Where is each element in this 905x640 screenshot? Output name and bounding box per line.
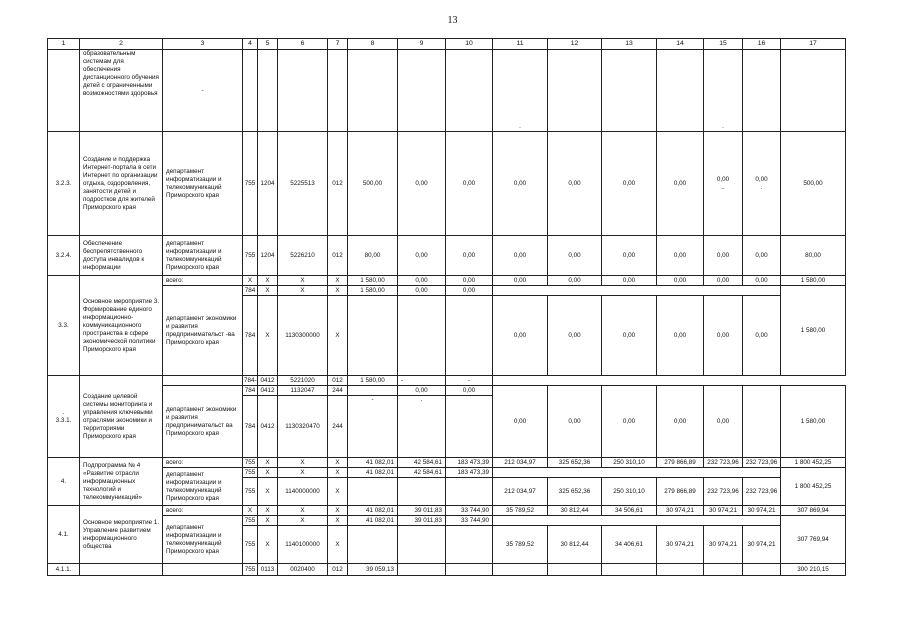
cell-grbs: 755 [243, 526, 258, 564]
cell-kind: 244 [328, 386, 348, 396]
cell-value: 0,00 [743, 296, 781, 376]
cell-value: 232 723,96 [704, 478, 743, 506]
cell [548, 50, 602, 132]
cell-executor: департамент информатизации и телекоммуникаций Приморского края [163, 236, 243, 276]
cell-value: 33 744,90 [446, 516, 493, 526]
cell-value: 232 723,96 [743, 458, 781, 468]
cell-grbs: 755 [243, 468, 258, 478]
cell-value: 41 082,01 [348, 506, 398, 516]
cell-section: 0412 [258, 376, 278, 386]
cell-target: X [278, 468, 328, 478]
cell-target: 1130320470 [278, 396, 328, 458]
cell-target: X [278, 276, 328, 286]
cell-description: Основное мероприятие 1. Управление развитием информационного общества [80, 506, 163, 564]
cell-grbs: 755 [243, 132, 258, 236]
cell-section: X [258, 276, 278, 286]
cell-executor: департамент информатизации и телекоммуникаций Приморского края [163, 132, 243, 236]
cell-target: X [278, 286, 328, 296]
cell [602, 516, 657, 526]
cell-value: 34 506,61 [602, 506, 657, 516]
cell-grbs: 755 [243, 516, 258, 526]
cell-value: 30 812,44 [548, 526, 602, 564]
cell-target: 5221020 [278, 376, 328, 386]
cell-value: 0,00 [657, 236, 704, 276]
cell [398, 50, 446, 132]
cell-value [446, 296, 493, 376]
cell-value: 279 866,89 [657, 458, 704, 468]
cell [781, 376, 846, 386]
cell-executor: департамент информатизации и телекоммуникаций Приморского края [163, 468, 243, 506]
cell-code [48, 50, 80, 132]
cell-value: 1 580,00 [348, 376, 398, 386]
cell-value: 0,00 [398, 276, 446, 286]
cell [493, 376, 548, 386]
cell: . [704, 50, 743, 132]
cell-description: образовательным системам для обеспечения дистанционного обучения детей с ограниченными возможностями здоровья [80, 50, 163, 132]
table-row [48, 276, 846, 286]
cell-kind: X [328, 286, 348, 296]
cell-grbs: 784- [244, 376, 257, 384]
cell-value: 0,00 [548, 386, 602, 458]
cell-value [398, 564, 446, 576]
cell-value [348, 478, 398, 506]
cell-section: X [258, 526, 278, 564]
cell-total: 1 800 452,25 [781, 458, 846, 468]
cell-value: 0,00 [398, 386, 446, 396]
cell-value: 0,00 [446, 276, 493, 286]
col-header: 7 [328, 39, 348, 50]
table-row [48, 506, 846, 516]
cell-kind: X [328, 468, 348, 478]
cell-value: 0,00 [602, 276, 657, 286]
cell-value: 0,00 [704, 236, 743, 276]
cell-section: 0113 [258, 564, 278, 576]
cell-value [548, 564, 602, 576]
cell-section: X [258, 468, 278, 478]
cell-value: 232 723,96 [743, 478, 781, 506]
cell [163, 376, 243, 386]
cell-target: 0020400 [278, 564, 328, 576]
cell-code: 3.2.4. [48, 236, 80, 276]
cell [657, 50, 704, 132]
cell-kind: 012 [328, 236, 348, 276]
cell-value: 39 059,13 [348, 564, 398, 576]
cell-value: 0,00 [446, 132, 493, 236]
cell [657, 468, 704, 478]
cell [493, 516, 548, 526]
cell-target: X [278, 458, 328, 468]
cell [704, 516, 743, 526]
cell-kind: 012 [328, 132, 348, 236]
cell-text: 3.3.1. [55, 416, 72, 424]
cell-value: 0,00 [602, 386, 657, 458]
cell-grbs: 755 [243, 236, 258, 276]
cell-value: 1 580,00 [348, 286, 398, 296]
cell-value: 33 744,90 [446, 506, 493, 516]
cell-value [348, 296, 398, 376]
cell-value: 0,00 [493, 132, 548, 236]
cell-grbs: 784 [243, 286, 258, 296]
cell-value: 30 974,21 [743, 526, 781, 564]
cell-target: 5225513 [278, 132, 328, 236]
cell-value: 39 011,83 [398, 506, 446, 516]
cell-value: 0,00 [657, 386, 704, 458]
cell-value: 41 082,01 [348, 468, 398, 478]
cell-value [602, 564, 657, 576]
cell-code [48, 376, 80, 458]
cell-text: 0,00 [716, 175, 730, 183]
cell-section: X [258, 296, 278, 376]
col-header: 4 [243, 39, 258, 50]
cell-grbs: 755 [243, 478, 258, 506]
cell-value: 30 974,21 [704, 526, 743, 564]
cell-value: 30 974,21 [704, 506, 743, 516]
cell-value [657, 564, 704, 576]
cell-section: X [258, 506, 278, 516]
table-row [48, 286, 846, 296]
cell-value [743, 386, 781, 458]
cell [348, 50, 398, 132]
cell-section: 1204 [258, 236, 278, 276]
cell-value: 0,00 [446, 286, 493, 296]
page-number: 13 [447, 15, 458, 26]
cell-value: 0,00 [548, 276, 602, 286]
cell [278, 50, 328, 132]
table-row [48, 386, 846, 396]
cell-value: - [446, 376, 493, 386]
cell-value: 0,00 [398, 236, 446, 276]
cell-value: 250 310,10 [602, 458, 657, 468]
cell-value: 0,00 [743, 236, 781, 276]
cell-value: 212 034,97 [493, 478, 548, 506]
cell-section: X [258, 286, 278, 296]
cell [743, 376, 781, 386]
cell-value [348, 526, 398, 564]
cell-kind: 244 [328, 396, 348, 458]
cell-code: 3.3. [48, 276, 80, 376]
cell-grbs: 755 [243, 564, 258, 576]
cell-kind: X [328, 516, 348, 526]
col-header: 5 [258, 39, 278, 50]
cell [704, 376, 743, 386]
table-row [48, 132, 846, 236]
cell-value [704, 132, 743, 236]
table-row [48, 468, 846, 478]
cell-executor: департамент информатизации и телекоммуникаций Приморского края [163, 516, 243, 564]
cell [493, 468, 548, 478]
cell [446, 50, 493, 132]
stray-mark: . [62, 408, 65, 416]
cell-code: 4.1. [48, 506, 80, 564]
cell-section: X [258, 516, 278, 526]
cell-section: 0412 [258, 396, 278, 458]
table-row [48, 236, 846, 276]
cell-kind: X [328, 458, 348, 468]
cell-value [446, 478, 493, 506]
cell-value: 0,00 [446, 386, 493, 396]
cell-value: 0,00 [602, 296, 657, 376]
col-header: 6 [278, 39, 328, 50]
cell-executor [163, 564, 243, 576]
cell-value: 183 473,39 [446, 468, 493, 478]
cell-value: 0,00 [704, 386, 743, 458]
col-header: 16 [743, 39, 781, 50]
cell-value: 39 011,83 [398, 516, 446, 526]
cell-value: - [348, 396, 398, 458]
cell-section: 0412 [258, 386, 278, 396]
cell [548, 286, 602, 296]
cell-description: Обеспечение беспрепятственного доступа инвалидов к информации [80, 236, 163, 276]
cell-grbs: 784 [243, 386, 258, 396]
cell-code: 4. [48, 458, 80, 506]
stray-mark: .. [721, 183, 725, 191]
cell-kind: X [328, 296, 348, 376]
cell-kind: X [328, 478, 348, 506]
cell-value: 0,00 [657, 132, 704, 236]
cell-target: 5226210 [278, 236, 328, 276]
cell-value: 0,00 [743, 276, 781, 286]
cell-value: - [398, 376, 446, 386]
cell-value: 41 082,01 [348, 516, 398, 526]
cell [548, 468, 602, 478]
cell-value: 0,00 [602, 236, 657, 276]
cell-value: 325 652,36 [548, 478, 602, 506]
col-header: 13 [602, 39, 657, 50]
cell-value [446, 564, 493, 576]
cell-executor: всего: [163, 506, 243, 516]
cell-value [493, 564, 548, 576]
cell-value: 232 723,96 [704, 458, 743, 468]
cell-grbs: 755 [243, 458, 258, 468]
cell [548, 376, 602, 386]
cell-value: 0,00 [657, 276, 704, 286]
cell [704, 468, 743, 478]
cell-section: X [258, 478, 278, 506]
cell-description [80, 564, 163, 576]
cell-target: 1140000000 [278, 478, 328, 506]
cell-value: 1 580,00 [348, 276, 398, 286]
col-header: 8 [348, 39, 398, 50]
cell-target: X [278, 516, 328, 526]
cell-executor: - [163, 50, 243, 132]
col-header: 3 [163, 39, 243, 50]
cell-kind: X [328, 276, 348, 286]
cell-value: 41 082,01 [348, 458, 398, 468]
cell-executor: всего: [163, 458, 243, 468]
cell [602, 50, 657, 132]
cell [602, 376, 657, 386]
cell-target: X [278, 506, 328, 516]
cell-section: 1204 [258, 132, 278, 236]
cell-value: 0,00 [493, 296, 548, 376]
cell-value: 0,00 [704, 296, 743, 376]
cell-grbs: 784 [243, 296, 258, 376]
cell-executor: всего: [163, 276, 243, 286]
table-row [48, 376, 846, 386]
cell-value [446, 396, 493, 458]
cell-value [743, 132, 781, 236]
col-header: 15 [704, 39, 743, 50]
cell-total: 80,00 [781, 236, 846, 276]
table-row [48, 50, 846, 132]
cell-value: 0,00 [493, 276, 548, 286]
cell-value: 250 310,10 [602, 478, 657, 506]
cell-total: 1 580,00 [781, 276, 846, 286]
cell-value [743, 564, 781, 576]
cell-target: 1140100000 [278, 526, 328, 564]
cell-value [348, 386, 398, 396]
cell [781, 50, 846, 132]
table-row [48, 516, 846, 526]
cell-target: 1132047 [278, 386, 328, 396]
col-header: 10 [446, 39, 493, 50]
cell-section: X [258, 458, 278, 468]
cell-value: . [398, 396, 446, 458]
cell-value: 183 473,39 [446, 458, 493, 468]
col-header: 11 [493, 39, 548, 50]
cell-total: 500,00 [781, 132, 846, 236]
cell-value: 500,00 [348, 132, 398, 236]
col-header: 12 [548, 39, 602, 50]
cell-value [398, 478, 446, 506]
cell [493, 286, 548, 296]
cell-total: 307 869,94 [781, 506, 846, 516]
col-header: 2 [80, 39, 163, 50]
cell-value: 34 406,61 [602, 526, 657, 564]
cell-value: 279 866,89 [657, 478, 704, 506]
cell-value: 0,00 [548, 236, 602, 276]
cell-description: Подпрограмма № 4 «Развитие отрасли информационных технологий и телекоммуникаций» [80, 458, 163, 506]
cell-total: 307 769,94 [781, 516, 846, 564]
col-header: 14 [657, 39, 704, 50]
cell [743, 50, 781, 132]
cell-kind: X [328, 506, 348, 516]
cell-value: 325 652,36 [548, 458, 602, 468]
cell-value: 30 974,21 [657, 526, 704, 564]
cell-value: 0,00 [602, 132, 657, 236]
cell-value: 212 034,97 [493, 458, 548, 468]
cell-value [704, 564, 743, 576]
cell-value: 0,00 [446, 236, 493, 276]
cell-target: 1130300000 [278, 296, 328, 376]
cell [743, 516, 781, 526]
cell [704, 286, 743, 296]
cell-code: 3.2.3. [48, 132, 80, 236]
cell-value: 42 584,61 [398, 458, 446, 468]
cell [602, 286, 657, 296]
cell-value: 30 812,44 [548, 506, 602, 516]
table-row [48, 564, 846, 576]
cell-description: Создание и поддержка Интернет-портала в сети Интернет по организации отдыха, оздоровления, занятости детей и подростков для жителей Приморского края [80, 132, 163, 236]
cell-text: 0,00 [755, 175, 768, 183]
cell-executor: департамент экономики и развития предпринимательст -ва Приморского края [163, 286, 243, 376]
budget-table [47, 38, 846, 576]
cell-total: 1 580,00 [781, 386, 846, 458]
cell-value: 0,00 [548, 296, 602, 376]
cell-value: 0,00 [398, 286, 446, 296]
cell [657, 376, 704, 386]
col-header: 9 [398, 39, 446, 50]
cell [657, 286, 704, 296]
cell-value [446, 526, 493, 564]
cell-value: 0,00 [657, 296, 704, 376]
cell-total: 1 580,00 [781, 286, 846, 376]
cell-grbs: 784 [243, 396, 258, 458]
cell-value: 80,00 [348, 236, 398, 276]
table-row [48, 458, 846, 468]
cell [548, 516, 602, 526]
cell-grbs: X [243, 276, 258, 286]
cell-kind: 012 [328, 564, 348, 576]
cell-value: 0,00 [548, 132, 602, 236]
cell-kind: 012 [328, 376, 348, 386]
cell-value: 30 974,21 [657, 506, 704, 516]
cell [743, 286, 781, 296]
cell-value: 0,00 [398, 132, 446, 236]
cell-value: 0,00 [704, 276, 743, 286]
cell [243, 50, 258, 132]
cell-value [398, 526, 446, 564]
stray-mark: . [760, 183, 763, 191]
cell [657, 516, 704, 526]
cell-value: 42 584,61 [398, 468, 446, 478]
cell-executor: департамент экономики и развития предпринимательст ва Приморского края [163, 386, 243, 458]
col-header: 17 [781, 39, 846, 50]
cell-code: 4.1.1. [48, 564, 80, 576]
cell-total: 1 800 452,25 [781, 468, 846, 506]
cell [328, 50, 348, 132]
cell: . [493, 50, 548, 132]
cell-grbs: X [243, 506, 258, 516]
cell-description: Основное мероприятие 3. Формирование единого информационно-коммуникационного пространства в сфере экономической политики Приморского края [80, 276, 163, 376]
cell-value: 30 974,21 [743, 506, 781, 516]
cell-total: 300 210,15 [781, 564, 846, 576]
cell-value: 0,00 [493, 386, 548, 458]
cell [602, 468, 657, 478]
cell-value: 0,00 [493, 236, 548, 276]
col-header: 1 [48, 39, 80, 50]
cell-value: 35 789,52 [493, 526, 548, 564]
cell-kind: X [328, 526, 348, 564]
cell-value [398, 296, 446, 376]
cell [743, 468, 781, 478]
header-row [48, 39, 846, 50]
cell [258, 50, 278, 132]
cell-description: Создание целевой системы мониторинга и управления ключевыми отраслями экономики и территориями Приморского края [80, 376, 163, 458]
cell-value: 35 789,52 [493, 506, 548, 516]
